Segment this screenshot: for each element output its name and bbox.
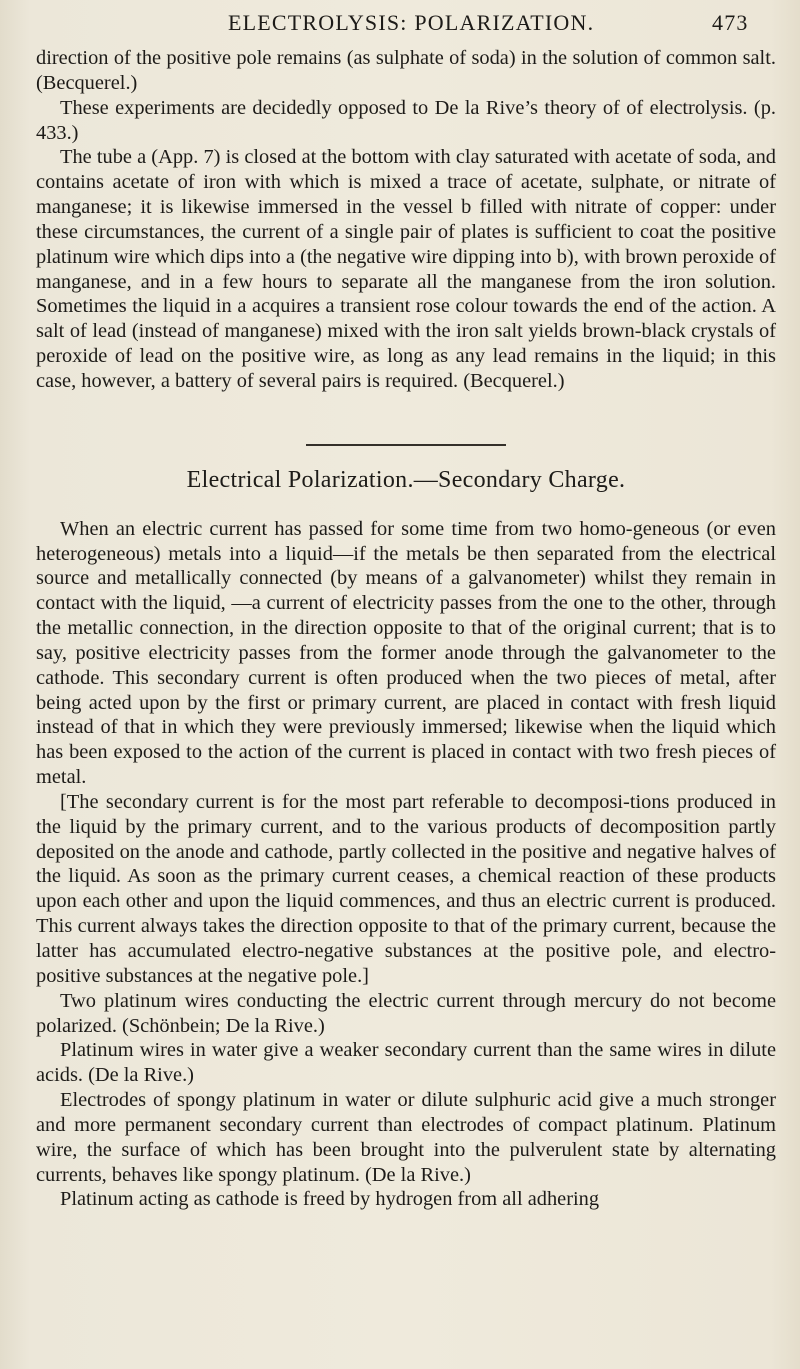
paragraph: Platinum wires in water give a weaker secondary current than the same wires in dilute acids. (De la Rive.)	[36, 1039, 776, 1087]
paragraph: When an electric current has passed for some time from two homo-geneous (or even heterogeneous) metals into a liquid—if the metals be then separated from the electrical source and metallically connected (by means of a galvanometer) whilst they remain in contact with the liquid, —a current of electricity passes from the one to the other, through the metallic connection, in the direction opposite to that of the original current; that is to say, positive electricity passes from the former anode through the galvanometer to the cathode. This secondary current is often produced when the two pieces of metal, after being acted upon by the first or primary current, are placed in contact with fresh liquid instead of that in which they were previously immersed; likewise when the liquid which has been exposed to the action of the current is placed in contact with two fresh pieces of metal.	[36, 517, 776, 789]
paragraph: Electrodes of spongy platinum in water or dilute sulphuric acid give a much stronger and more permanent secondary current than electrodes of compact platinum. Platinum wire, the surface of which has been brought into the pulverulent state by alternating currents, behaves like spongy platinum. (De la Rive.)	[36, 1089, 776, 1186]
page-number: 473	[712, 10, 749, 35]
page-body	[36, 46, 776, 1212]
paragraph: The tube a (App. 7) is closed at the bottom with clay saturated with acetate of soda, and contains acetate of iron with which is mixed a trace of acetate, sulphate, or nitrate of manganese; it is likewise immersed in the vessel b filled with nitrate of copper: under these circumstances, the current of a single pair of plates is sufficient to coat the positive platinum wire which dips into a (the negative wire dipping into b), with brown peroxide of manganese, and in a few hours to separate all the manganese from the iron solution. Sometimes the liquid in a acquires a transient rose colour towards the end of the action. A salt of lead (instead of manganese) mixed with the iron salt yields brown-black crystals of peroxide of lead on the positive wire, as long as any lead remains in the liquid; in this case, however, a battery of several pairs is required. (Becquerel.)	[36, 146, 776, 392]
paragraph: [The secondary current is for the most part referable to decomposi-tions produced in the liquid by the primary current, and to the various products of decomposition partly deposited on the anode and cathode, partly collected in the positive and negative halves of the liquid. As soon as the primary current ceases, a chemical reaction of these products upon each other and upon the liquid commences, and thus an electric current is produced. This current always takes the direction opposite to that of the primary current, because the latter has accumulated electro-negative substances at the positive pole, and electro-positive substances at the negative pole.]	[36, 790, 776, 987]
paragraph: These experiments are decidedly opposed to De la Rive’s theory of of electrolysis. (p. 433.)	[36, 96, 776, 144]
section-divider	[306, 444, 506, 446]
paragraph-continuation: direction of the positive pole remains (as sulphate of soda) in the solution of common salt. (Becquerel.)	[36, 47, 776, 94]
paragraph-last: Platinum acting as cathode is freed by hydrogen from all adhering	[60, 1188, 600, 1211]
page-header	[0, 6, 800, 42]
paragraph: Two platinum wires conducting the electric current through mercury do not become polarized. (Schönbein; De la Rive.)	[36, 989, 776, 1037]
running-title: ELECTROLYSIS: POLARIZATION.	[228, 10, 595, 35]
section-title: Electrical Polarization.—Secondary Charge.	[186, 466, 626, 493]
